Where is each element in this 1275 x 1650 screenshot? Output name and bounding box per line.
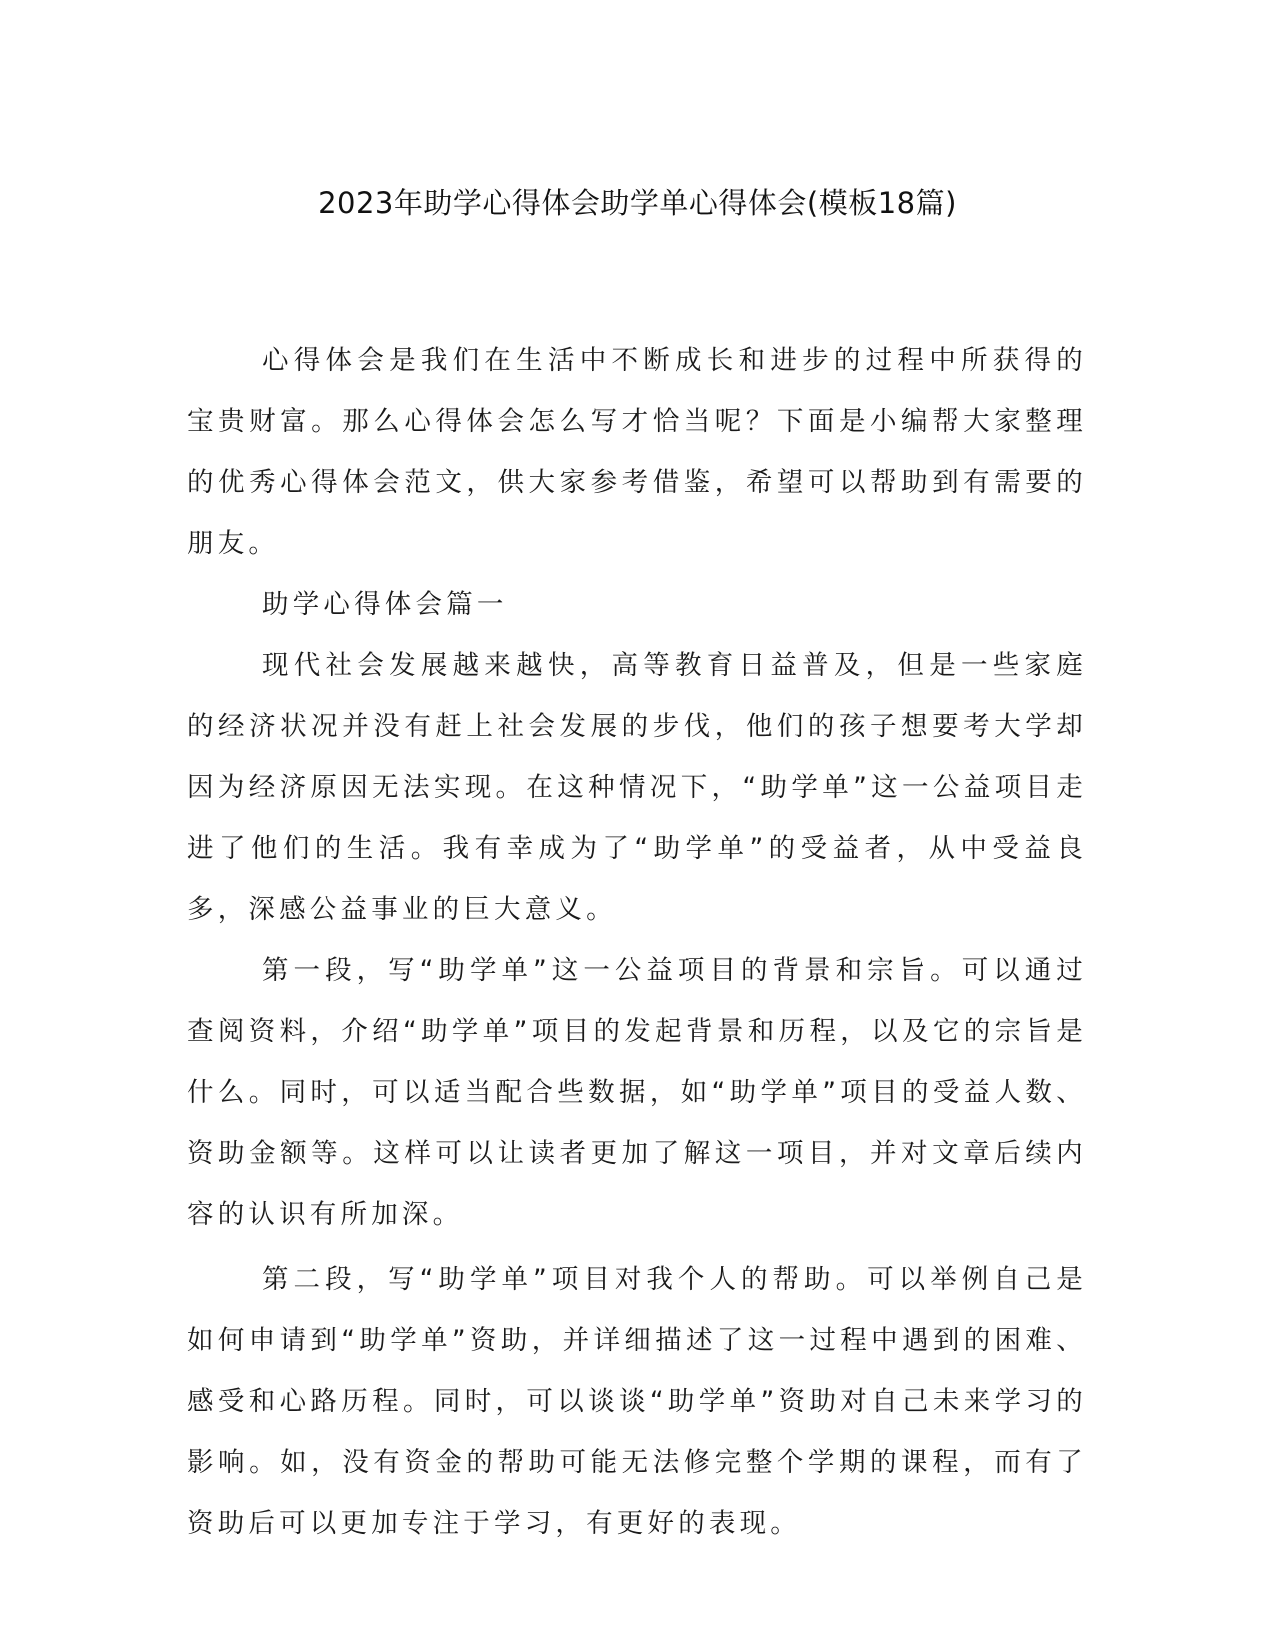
body-paragraph: 现代社会发展越来越快，高等教育日益普及，但是一些家庭的经济状况并没有赶上社会发展的步伐，他们的孩子想要考大学却因为经济原因无法实现。在这种情况下，“助学单”这一公益项目走进了他们的生活。我有幸成为了“助学单”的受益者，从中受益良多，深感公益事业的巨大意义。 bbox=[187, 650, 1087, 925]
intro-paragraph: 心得体会是我们在生活中不断成长和进步的过程中所获得的宝贵财富。那么心得体会怎么写才恰当呢？下面是小编帮大家整理的优秀心得体会范文，供大家参考借鉴，希望可以帮助到有需要的朋友。 bbox=[187, 345, 1087, 559]
body-paragraph: 第二段，写“助学单”项目对我个人的帮助。可以举例自己是如何申请到“助学单”资助，并详细描述了这一过程中遇到的困难、感受和心路历程。同时，可以谈谈“助学单”资助对自己未来学习的影响。如，没有资金的帮助可能无法修完整个学期的课程，而有了资助后可以更加专注于学习，有更好的表现。 bbox=[187, 1264, 1087, 1539]
section-heading: 助学心得体会篇一 bbox=[262, 589, 508, 620]
document-title: 2023年助学心得体会助学单心得体会(模板18篇) bbox=[318, 186, 957, 220]
body-paragraph: 第一段，写“助学单”这一公益项目的背景和宗旨。可以通过查阅资料，介绍“助学单”项目的发起背景和历程，以及它的宗旨是什么。同时，可以适当配合些数据，如“助学单”项目的受益人数、资助金额等。这样可以让读者更加了解这一项目，并对文章后续内容的认识有所加深。 bbox=[187, 955, 1087, 1230]
document-body bbox=[187, 330, 1087, 1554]
